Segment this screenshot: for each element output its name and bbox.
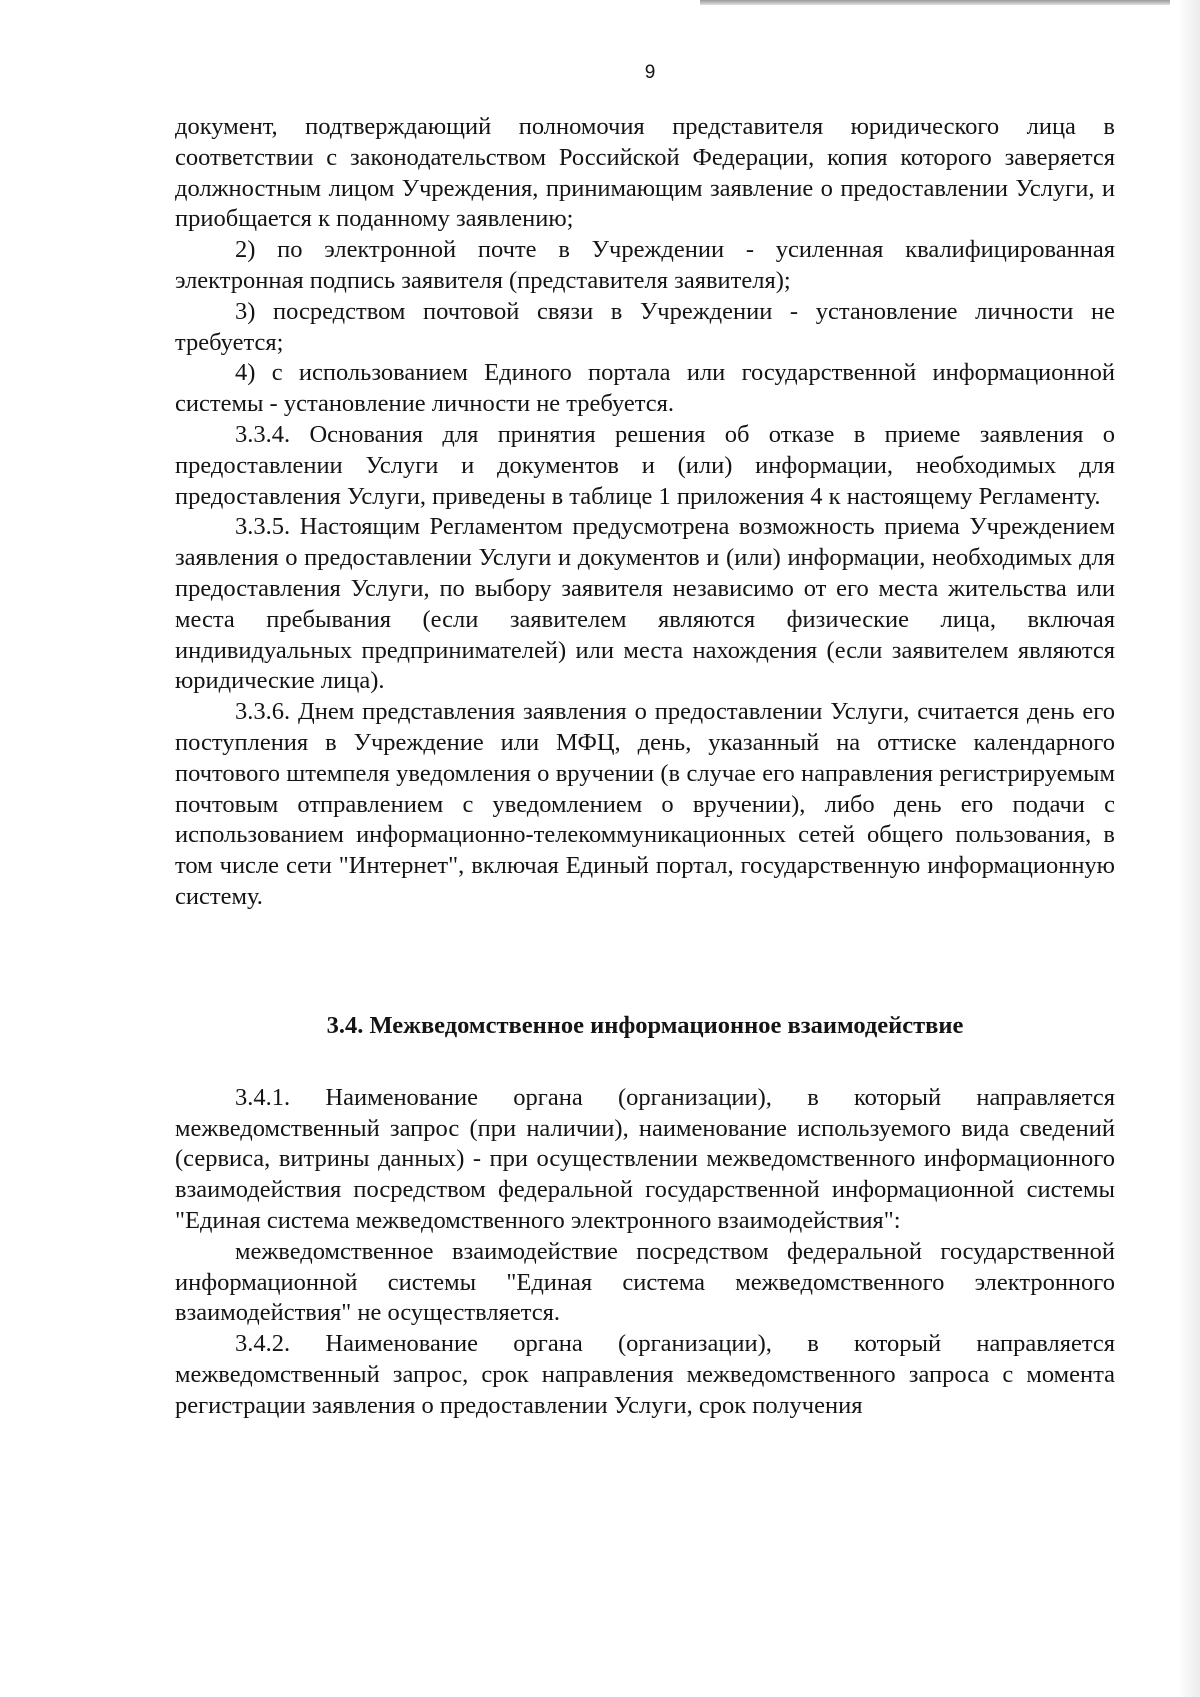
paragraph-unified-portal: 4) с использованием Единого портала или государственной информационной системы - установление личности не требуется. [175,359,1115,418]
paragraph-interaction-not-performed: межведомственное взаимодействие посредством федеральной государственной информационной системы "Единая система межведомственного электронного взаимодействия" не осуществляется. [175,1237,1115,1327]
scan-edge-top [700,0,1170,5]
section-spacer [175,913,1115,1011]
heading-spacer [175,1041,1115,1083]
paragraph-3-3-5: 3.3.5. Настоящим Регламентом предусмотрена возможность приема Учреждением заявления о предоставлении Услуги и документов и (или) информации, необходимых для предоставления Услуги, по выбору заявителя независимо от его места жительства или места пребывания (если заявителем являются физические лица, включая индивидуальных предпринимателей) или места нахождения (если заявителем являются юридические лица). [175,513,1115,695]
paragraph-email-signature: 2) по электронной почте в Учреждении - усиленная квалифицированная электронная подпись заявителя (представителя заявителя); [175,236,1115,294]
paragraph-3-3-4: 3.3.4. Основания для принятия решения об отказе в приеме заявления о предоставлении Услуги и документов и (или) информации, необходимых для предоставления Услуги, приведены в таблице 1 приложения 4 к настоящему Регламенту. [175,420,1115,510]
scan-edge-right [1178,0,1200,1697]
page-number: 9 [644,62,656,83]
paragraph-postal-delivery: 3) посредством почтовой связи в Учреждении - установление личности не требуется; [175,297,1115,356]
document-body [175,112,1115,1421]
paragraph-3-4-2: 3.4.2. Наименование органа (организации), в который направляется межведомственный запрос, срок направления межведомственного запроса с момента регистрации заявления о предоставлении Услуги, срок получения [175,1330,1115,1419]
paragraph-representative-document: документ, подтверждающий полномочия представителя юридического лица в соответствии с законодательством Российской Федерации, копия которого заверяется должностным лицом Учреждения, принимающим заявление о предоставлении Услуги, и приобщается к поданному заявлению; [175,113,1115,233]
paragraph-3-4-1: 3.4.1. Наименование органа (организации), в который направляется межведомственный запрос (при наличии), наименование используемого вида сведений (сервиса, витрины данных) - при осуществлении межведомственного информационного взаимодействия посредством федеральной государственной информационной системы "Единая система межведомственного электронного взаимодействия": [175,1083,1115,1234]
section-heading: 3.4. Межведомственное информационное взаимодействие [326,1011,964,1039]
paragraph-3-3-6: 3.3.6. Днем представления заявления о предоставлении Услуги, считается день его поступления в Учреждение или МФЦ, день, указанный на оттиске календарного почтового штемпеля уведомления о вручении (в случае его направления регистрируемым почтовым отправлением с уведомлением о вручении), либо день его подачи с использованием информационно-телекоммуникационных сетей общего пользования, в том числе сети "Интернет", включая Единый портал, государственную информационную систему. [175,698,1115,910]
